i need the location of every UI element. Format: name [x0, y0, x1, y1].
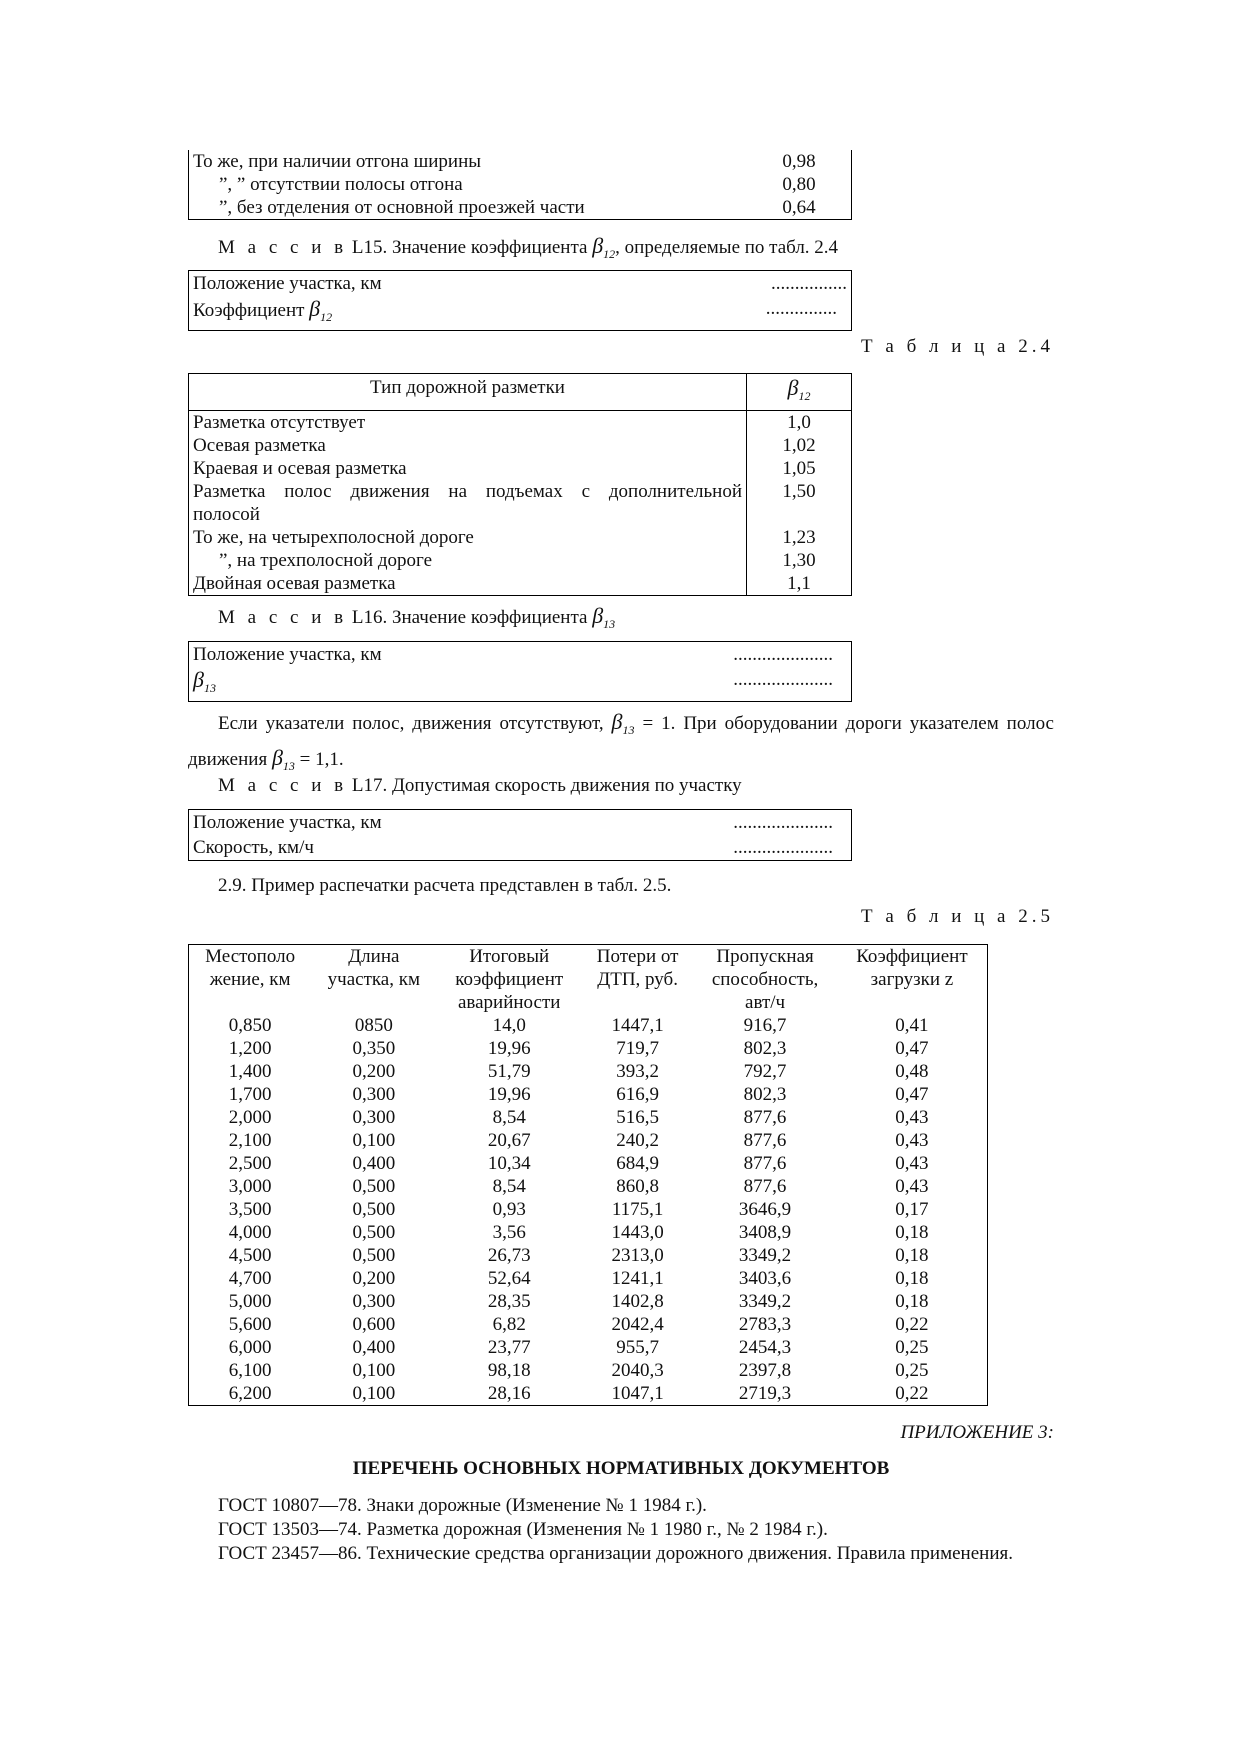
table-cell: 52,64 [487, 1268, 531, 1289]
table-cell: 3408,9 [738, 1222, 792, 1243]
table-row [189, 526, 852, 549]
beta-value: 1,0 [747, 410, 852, 434]
table-cell: 10,34 [487, 1153, 531, 1174]
row-value: 0,80 [782, 174, 816, 195]
table-cell: 0,22 [895, 1383, 929, 1404]
marking-type: Краевая и осевая разметка [193, 457, 407, 479]
table-cell: 6,000 [228, 1337, 272, 1358]
table-cell: 0,200 [352, 1061, 396, 1082]
table-row [189, 1359, 988, 1382]
table-row [189, 1152, 988, 1175]
massiv-l17-heading: М а с с и в L17. Допустимая скорость движения по участку [218, 775, 742, 796]
table-cell: 2783,3 [738, 1314, 792, 1335]
table-cell: 28,16 [487, 1383, 531, 1404]
table-cell: 792,7 [743, 1061, 787, 1082]
beta-value: 1,50 [747, 480, 852, 503]
appendix-label: ПРИЛОЖЕНИЕ 3: [900, 1422, 1054, 1443]
table-cell: 0,400 [352, 1337, 396, 1358]
table-row [189, 410, 852, 434]
table-cell: 6,82 [492, 1314, 526, 1335]
table-cell: 1402,8 [611, 1291, 664, 1312]
table-cell: 6,100 [228, 1360, 272, 1381]
table-cell: 3349,2 [738, 1245, 792, 1266]
table-cell: 0,18 [895, 1291, 929, 1312]
beta-value: 1,05 [747, 457, 852, 480]
table-row [189, 1198, 988, 1221]
table-cell: 1,700 [228, 1084, 272, 1105]
column-header [693, 945, 837, 1015]
table-cell: 3646,9 [738, 1199, 792, 1220]
table-cell: 5,600 [228, 1314, 272, 1335]
massiv-l15-box [188, 270, 852, 331]
row-value: 0,98 [782, 151, 816, 172]
table-row [189, 1014, 988, 1037]
table-cell: 0,48 [895, 1061, 929, 1082]
table-row [189, 503, 852, 526]
column-header [311, 945, 436, 1015]
table-cell: 19,96 [487, 1038, 531, 1059]
column-header [436, 945, 582, 1015]
table-cell: 98,18 [487, 1360, 531, 1381]
table-cell: 6,200 [228, 1383, 272, 1404]
l16-position-label: Положение участка, км [193, 644, 382, 665]
table-cell: 860,8 [616, 1176, 659, 1197]
table-cell: 240,2 [616, 1130, 659, 1151]
beta-value [747, 503, 852, 526]
table-row [189, 150, 852, 173]
coefficient-table-fragment [188, 150, 852, 220]
table-cell: 0,400 [352, 1153, 396, 1174]
header-line: Потери от [596, 946, 679, 967]
table-cell: 877,6 [743, 1176, 787, 1197]
table-cell: 3,500 [228, 1199, 272, 1220]
marking-type: То же, на четырехполосной дороге [193, 526, 474, 548]
table-cell: 0,500 [352, 1245, 396, 1266]
table-cell: 4,500 [228, 1245, 272, 1266]
table-cell: 5,000 [228, 1291, 272, 1312]
header-line: способность, [711, 969, 819, 990]
table-cell: 0,22 [895, 1314, 929, 1335]
table-cell: 0,43 [895, 1153, 929, 1174]
table-cell: 1241,1 [611, 1268, 664, 1289]
table-row [189, 1290, 988, 1313]
table-cell: 616,9 [616, 1084, 659, 1105]
table-cell: 0,300 [352, 1291, 396, 1312]
header-line: жение, км [209, 969, 291, 990]
table-cell: 20,67 [487, 1130, 531, 1151]
table-cell: 1047,1 [611, 1383, 664, 1404]
l15-position-dots: ................ [771, 273, 847, 294]
table-row [189, 572, 852, 596]
table-cell: 0,100 [352, 1360, 396, 1381]
table-cell: 0,41 [895, 1015, 929, 1036]
table-cell: 28,35 [487, 1291, 531, 1312]
header-line: Итоговый [469, 946, 550, 967]
column-header [837, 945, 988, 1015]
l17-speed-dots: ..................... [733, 837, 833, 858]
table-cell: 0,500 [352, 1176, 396, 1197]
table-cell: 2040,3 [611, 1360, 664, 1381]
header-line: Пропускная [716, 946, 814, 967]
table-cell: 2,000 [228, 1107, 272, 1128]
table-cell: 877,6 [743, 1130, 787, 1151]
table-cell: 1443,0 [611, 1222, 664, 1243]
header-line: Длина [348, 946, 400, 967]
beta-value: 1,1 [747, 572, 852, 596]
table-cell: 26,73 [487, 1245, 531, 1266]
gost-item: ГОСТ 10807—78. Знаки дорожные (Изменение № 1 1984 г.). [218, 1495, 707, 1516]
table-cell: 877,6 [743, 1153, 787, 1174]
table-cell: 802,3 [743, 1084, 787, 1105]
l16-beta-label: $\beta_{13}$ [193, 667, 216, 695]
table-cell: 8,54 [492, 1107, 526, 1128]
header-line: аварийности [457, 992, 561, 1013]
gost-item: ГОСТ 23457—86. Технические средства организации дорожного движения. Правила применения. [218, 1543, 1013, 1564]
table-cell: 14,0 [492, 1015, 526, 1036]
table-row [189, 1083, 988, 1106]
table-2-5 [188, 944, 988, 1406]
table-cell: 916,7 [743, 1015, 787, 1036]
table-cell: 0,17 [895, 1199, 929, 1220]
table-cell: 0,43 [895, 1130, 929, 1151]
table-cell: 2454,3 [738, 1337, 792, 1358]
header-line: Коэффициент [856, 946, 968, 967]
table-cell: 0,100 [352, 1130, 396, 1151]
table-2-4 [188, 373, 852, 596]
header-line [839, 991, 985, 1014]
table-cell: 0,850 [228, 1015, 272, 1036]
table-row [189, 1244, 988, 1267]
table-cell: 877,6 [743, 1107, 787, 1128]
massiv-l17-box [188, 809, 852, 861]
table-cell: 0,500 [352, 1222, 396, 1243]
t24-header-type: Тип дорожной разметки [189, 374, 747, 411]
table-cell: 2042,4 [611, 1314, 664, 1335]
table-row [189, 1106, 988, 1129]
table-24-caption: Т а б л и ц а 2.4 [861, 336, 1054, 357]
l16-beta-dots: ..................... [733, 669, 833, 690]
massiv-l16-heading: М а с с и в L16. Значение коэффициента $\beta_{13}$ [218, 603, 616, 631]
marking-type: Разметка полос движения на подъемах с дополнительной [193, 480, 742, 502]
table-cell: 2,100 [228, 1130, 272, 1151]
table-row [189, 1129, 988, 1152]
table-cell: 802,3 [743, 1038, 787, 1059]
l15-coef-dots: ............... [765, 298, 837, 319]
table-cell: 0,500 [352, 1199, 396, 1220]
table-cell: 19,96 [487, 1084, 531, 1105]
table-cell: 0,43 [895, 1107, 929, 1128]
header-line: загрузки z [870, 969, 954, 990]
table-cell: 2397,8 [738, 1360, 792, 1381]
marking-type: полосой [193, 503, 260, 525]
beta-value: 1,02 [747, 434, 852, 457]
table-row [189, 1060, 988, 1083]
header-line: авт/ч [745, 992, 786, 1013]
header-line [191, 991, 309, 1014]
header-line [313, 991, 434, 1014]
header-line: коэффициент [455, 969, 564, 990]
l15-position-label: Положение участка, км [193, 273, 382, 294]
row-value: 0,64 [782, 197, 816, 218]
table-cell: 0,18 [895, 1268, 929, 1289]
table-cell: 0,350 [352, 1038, 396, 1059]
table-cell: 0,25 [895, 1360, 929, 1381]
table-cell: 0,300 [352, 1107, 396, 1128]
row-label: ”, ” отсутствии полосы отгона [219, 174, 463, 195]
section-2-9-paragraph: 2.9. Пример распечатки расчета представлен в табл. 2.5. [218, 875, 672, 896]
table-cell: 3,000 [228, 1176, 272, 1197]
table-cell: 51,79 [487, 1061, 531, 1082]
marking-type: ”, на трехполосной дороге [219, 549, 433, 571]
marking-type: Осевая разметка [193, 434, 326, 456]
table-cell: 0,47 [895, 1038, 929, 1059]
l15-coef-label: Коэффициент $\beta_{12}$ [193, 296, 333, 324]
table-cell: 2719,3 [738, 1383, 792, 1404]
table-cell: 1175,1 [611, 1199, 664, 1220]
table-row [189, 173, 852, 196]
table-cell: 0,18 [895, 1245, 929, 1266]
table-cell: 2313,0 [611, 1245, 664, 1266]
massiv-l16-box [188, 641, 852, 702]
l17-position-label: Положение участка, км [193, 812, 382, 833]
header-line: Местополо [205, 946, 296, 967]
table-cell: 0,43 [895, 1176, 929, 1197]
table-row [189, 549, 852, 572]
marking-type: Разметка отсутствует [193, 411, 366, 433]
table-cell: 719,7 [616, 1038, 659, 1059]
table-row [189, 1313, 988, 1336]
table-cell: 3,56 [492, 1222, 526, 1243]
table-row [189, 1037, 988, 1060]
table-cell: 0,93 [492, 1199, 526, 1220]
column-header [189, 945, 312, 1015]
column-header [582, 945, 693, 1015]
table-cell: 23,77 [487, 1337, 531, 1358]
l16-position-dots: ..................... [733, 644, 833, 665]
table-row [189, 1221, 988, 1244]
massiv-l15-heading: М а с с и в L15. Значение коэффициента $\beta_{12}$, определяемые по табл. 2.4 [218, 233, 839, 261]
table-cell: 8,54 [492, 1176, 526, 1197]
table-cell: 4,000 [228, 1222, 272, 1243]
table-cell: 0,47 [895, 1084, 929, 1105]
table-row [189, 480, 852, 503]
table-cell: 393,2 [616, 1061, 659, 1082]
header-line [584, 991, 691, 1014]
table-cell: 0850 [354, 1015, 393, 1036]
table-cell: 1447,1 [611, 1015, 664, 1036]
l17-position-dots: ..................... [733, 812, 833, 833]
table-row [189, 1336, 988, 1359]
table-cell: 684,9 [616, 1153, 659, 1174]
table-cell: 0,100 [352, 1383, 396, 1404]
table-25-caption: Т а б л и ц а 2.5 [861, 906, 1054, 927]
header-line: участка, км [327, 969, 420, 990]
header-line: ДТП, руб. [597, 969, 678, 990]
table-cell: 0,200 [352, 1268, 396, 1289]
table-cell: 0,18 [895, 1222, 929, 1243]
table-cell: 1,400 [228, 1061, 272, 1082]
indicators-paragraph: Если указатели полос, движения отсутствуют, $\beta_{13} = 1$. При оборудовании дороги указателем полос движения $\beta_{13} = 1,1$. [188, 709, 1054, 773]
row-label: ”, без отделения от основной проезжей части [219, 197, 585, 218]
table-cell: 2,500 [228, 1153, 272, 1174]
table-cell: 0,300 [352, 1084, 396, 1105]
table-row [189, 1175, 988, 1198]
gost-list [188, 1494, 1054, 1566]
table-cell: 0,25 [895, 1337, 929, 1358]
table-row [189, 1382, 988, 1406]
gost-item: ГОСТ 13503—74. Разметка дорожная (Изменения № 1 1980 г., № 2 1984 г.). [218, 1519, 828, 1540]
table-cell: 4,700 [228, 1268, 272, 1289]
row-label: То же, при наличии отгона ширины [193, 151, 482, 172]
t24-header-beta: $\beta_{12}$ [747, 374, 852, 411]
table-row [189, 196, 852, 220]
table-cell: 3403,6 [738, 1268, 792, 1289]
marking-type: Двойная осевая разметка [193, 572, 396, 594]
beta-value: 1,23 [747, 526, 852, 549]
table-row [189, 1267, 988, 1290]
table-row [189, 434, 852, 457]
table-cell: 1,200 [228, 1038, 272, 1059]
table-row [189, 457, 852, 480]
l17-speed-label: Скорость, км/ч [193, 837, 314, 858]
appendix-title: ПЕРЕЧЕНЬ ОСНОВНЫХ НОРМАТИВНЫХ ДОКУМЕНТОВ [352, 1458, 890, 1479]
table-cell: 3349,2 [738, 1291, 792, 1312]
table-cell: 955,7 [616, 1337, 659, 1358]
table-cell: 516,5 [616, 1107, 659, 1128]
table-cell: 0,600 [352, 1314, 396, 1335]
beta-value: 1,30 [747, 549, 852, 572]
